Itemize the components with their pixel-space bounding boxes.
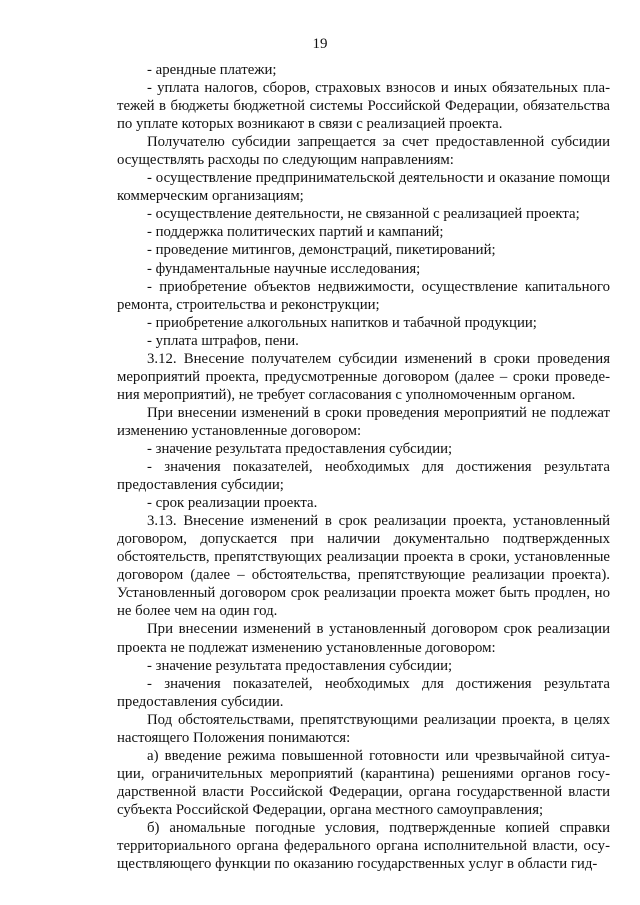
- paragraph: - приобретение объектов недвижимости, осуществление капитального ремонта, строительства и реконструкции;: [117, 278, 610, 313]
- page-number: 19: [312, 36, 328, 52]
- paragraph: - осуществление предпринимательской деятельности и оказание помощи коммерческим организациям;: [117, 170, 610, 205]
- paragraph: При внесении изменений в установленный договором срок реализации проекта не подлежат изменению установленные договором:: [117, 621, 610, 656]
- paragraph: При внесении изменений в сроки проведения мероприятий не подлежат изменению установленные договором:: [117, 404, 610, 439]
- paragraph: Получателю субсидии запрещается за счет предоставленной субсидии осуществлять расходы по следующим направлениям:: [117, 134, 610, 169]
- paragraph: - значение результата предоставления субсидии;: [147, 440, 453, 457]
- paragraph: - значение результата предоставления субсидии;: [147, 657, 453, 674]
- paragraph: - значения показателей, необходимых для достижения результата предоставления субсидии;: [117, 459, 610, 494]
- document-body: [117, 61, 610, 873]
- paragraph: - проведение митингов, демонстраций, пикетирований;: [147, 242, 496, 259]
- paragraph: 3.13. Внесение изменений в срок реализации проекта, установленный договором, допускается при наличии документально подтвержденных обстоятельств, препятствующих реализации проекта в сроки, установленные договором (далее – обстоятельства, препятствующие реализации проекта). Установленный договором срок реализации проекта может быть продлен, но не более чем на один год.: [117, 513, 610, 620]
- paragraph: б) аномальные погодные условия, подтвержденные копией справки территориального органа федерального органа исполнительной власти, осуществляющего функции по оказанию государственных услуг в области гид-: [117, 819, 610, 873]
- paragraph: - значения показателей, необходимых для достижения результата предоставления субсидии.: [117, 675, 610, 710]
- paragraph: а) введение режима повышенной готовности или чрезвычайной ситуации, ограничительных мероприятий (карантина) решениями органов государственной власти Российской Федерации, органа государственной власти субъекта Российской Федерации, органа местного самоуправления;: [117, 747, 610, 818]
- paragraph: - поддержка политических партий и кампаний;: [147, 224, 444, 241]
- paragraph: 3.12. Внесение получателем субсидии изменений в сроки проведения мероприятий проекта, предусмотренные договором (далее – сроки проведения мероприятий), не требует согласования с уполномоченным органом.: [117, 350, 610, 403]
- paragraph: - приобретение алкогольных напитков и табачной продукции;: [147, 314, 537, 331]
- paragraph: - фундаментальные научные исследования;: [147, 260, 421, 277]
- paragraph: - срок реализации проекта.: [147, 495, 318, 512]
- paragraph: - уплата штрафов, пени.: [147, 332, 299, 349]
- paragraph: Под обстоятельствами, препятствующими реализации проекта, в целях настоящего Положения понимаются:: [117, 711, 610, 746]
- paragraph: - уплата налогов, сборов, страховых взносов и иных обязательных платежей в бюджеты бюджетной системы Российской Федерации, обязательства по уплате которых возникают в связи с реализацией проекта.: [117, 80, 610, 133]
- paragraph: - осуществление деятельности, не связанной с реализацией проекта;: [147, 206, 580, 223]
- paragraph: - арендные платежи;: [147, 62, 277, 78]
